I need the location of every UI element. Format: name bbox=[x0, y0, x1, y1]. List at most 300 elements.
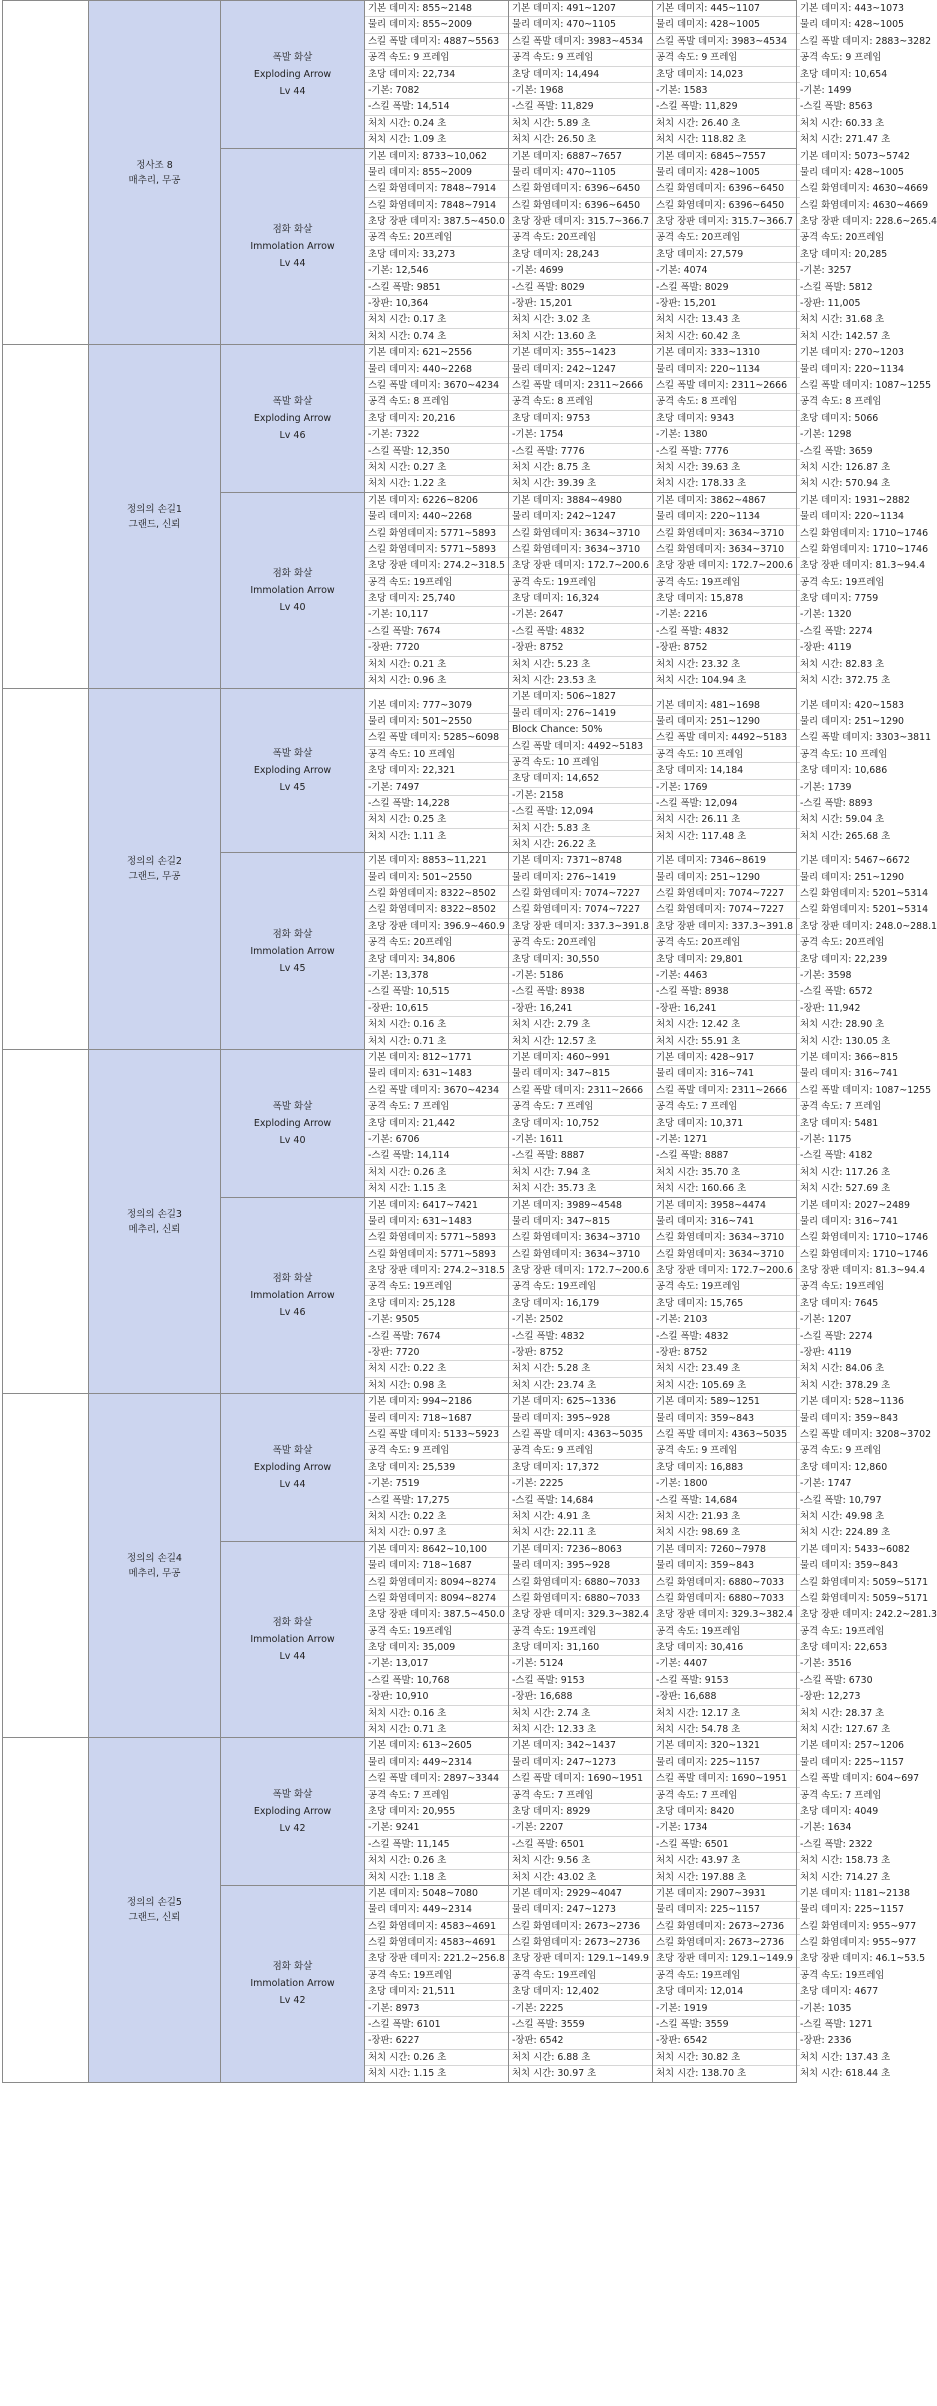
skill-name-cell bbox=[221, 1050, 365, 1198]
stat-line: -기본: 2647 bbox=[509, 607, 652, 623]
stat-line: 처치 시간: 26.11 초 bbox=[653, 812, 796, 828]
stat-line: -스킬 폭발: 2322 bbox=[797, 1837, 800, 1853]
stat-line: -장판: 11,942 bbox=[797, 1001, 800, 1017]
stat-line: 기본 데미지: 428~917 bbox=[653, 1050, 796, 1066]
skill-name-line: Exploding Arrow bbox=[253, 68, 332, 80]
stat-line: 처치 시간: 35.70 초 bbox=[653, 1165, 796, 1181]
stat-line: 처치 시간: 0.17 초 bbox=[365, 312, 508, 328]
stat-line: 기본 데미지: 3958~4474 bbox=[653, 1198, 796, 1214]
stat-cell bbox=[653, 853, 797, 1050]
stat-cell bbox=[365, 1050, 509, 1198]
stat-line: 공격 속도: 19프레임 bbox=[797, 575, 800, 591]
stat-line: -기본: 1754 bbox=[509, 427, 652, 443]
stat-line: 초당 장판 데미지: 248.0~288.1 bbox=[797, 919, 800, 935]
skill-name-line: Lv 44 bbox=[279, 1651, 306, 1663]
stat-line: 물리 데미지: 220~1134 bbox=[653, 362, 796, 378]
stat-line: -기본: 1298 bbox=[797, 427, 800, 443]
stat-line: 스킬 폭발 데미지: 4363~5035 bbox=[653, 1427, 796, 1443]
stat-cell bbox=[653, 148, 797, 345]
stat-line: 처치 시간: 39.39 초 bbox=[512, 478, 597, 490]
stat-line: 초당 데미지: 4677 bbox=[797, 1984, 800, 2000]
stat-line: 스킬 폭발 데미지: 4887~5563 bbox=[365, 34, 508, 50]
stat-line: 처치 시간: 137.43 초 bbox=[797, 2050, 800, 2066]
stat-line: 스킬 폭발 데미지: 2311~2666 bbox=[509, 378, 652, 394]
set-name-line: 정의의 손길1 bbox=[127, 503, 182, 515]
stat-line: 처치 시간: 3.02 초 bbox=[509, 312, 652, 328]
set-name-cell bbox=[89, 689, 221, 1050]
stat-line: 초당 장판 데미지: 172.7~200.6 bbox=[653, 1263, 796, 1279]
stat-line: Block Chance: 50% bbox=[509, 722, 652, 738]
stat-line: 초당 데미지: 8420 bbox=[653, 1804, 796, 1820]
stat-line: 공격 속도: 19프레임 bbox=[797, 1279, 800, 1295]
stat-line: -장판: 16,241 bbox=[653, 1001, 796, 1017]
stat-cell bbox=[509, 1738, 653, 1886]
stat-line: 처치 시간: 372.75 초 bbox=[800, 675, 891, 687]
stat-line: 공격 속도: 20프레임 bbox=[365, 935, 508, 951]
stat-line: 초당 장판 데미지: 274.2~318.5 bbox=[365, 1263, 508, 1279]
stat-line: 처치 시간: 26.50 초 bbox=[512, 134, 597, 146]
stat-line: -기본: 1611 bbox=[509, 1132, 652, 1148]
stat-line: 공격 속도: 9 프레임 bbox=[797, 1443, 800, 1459]
stat-line: 스킬 화염데미지: 4630~4669 bbox=[797, 181, 800, 197]
stat-line: 처치 시간: 0.98 초 bbox=[368, 1379, 447, 1391]
stat-line: 기본 데미지: 7236~8063 bbox=[509, 1542, 652, 1558]
stat-line: 기본 데미지: 257~1206 bbox=[797, 1738, 800, 1754]
stat-line: 기본 데미지: 5048~7080 bbox=[365, 1886, 508, 1902]
stat-line: 기본 데미지: 528~1136 bbox=[797, 1394, 800, 1410]
stat-line: 스킬 화염데미지: 5059~5171 bbox=[797, 1591, 800, 1607]
set-name-line: 그랜드, 신뢰 bbox=[128, 1912, 181, 1923]
stat-line: -장판: 8752 bbox=[509, 640, 652, 656]
stat-line: 처치 시간: 0.27 초 bbox=[365, 460, 508, 476]
stat-line: 스킬 화염데미지: 1710~1746 bbox=[797, 526, 800, 542]
stat-line: 물리 데미지: 428~1005 bbox=[653, 17, 796, 33]
stat-cell bbox=[365, 689, 509, 853]
stat-cell bbox=[365, 1541, 509, 1738]
stat-line: 초당 데미지: 7645 bbox=[797, 1296, 800, 1312]
skill-name-line: Immolation Arrow bbox=[250, 585, 335, 597]
set-name-line: 정의의 손길3 bbox=[127, 1208, 182, 1220]
stat-line: 처치 시간: 130.05 초 bbox=[800, 1035, 891, 1047]
stat-line: 스킬 폭발 데미지: 1690~1951 bbox=[653, 1771, 796, 1787]
stat-line: 처치 시간: 54.78 초 bbox=[656, 1724, 741, 1736]
skill-name-cell bbox=[221, 1885, 365, 2082]
stat-line: 물리 데미지: 440~2268 bbox=[365, 362, 508, 378]
stat-line: -스킬 폭발: 6501 bbox=[509, 1837, 652, 1853]
stat-line: -스킬 폭발: 8887 bbox=[509, 1148, 652, 1164]
stat-line: 초당 데미지: 20,216 bbox=[365, 411, 508, 427]
stat-line: -스킬 폭발: 4832 bbox=[509, 1329, 652, 1345]
stat-line: 처치 시간: 2.74 초 bbox=[509, 1706, 652, 1722]
stat-line: 공격 속도: 10 프레임 bbox=[365, 747, 508, 763]
stat-line: -기본: 13,378 bbox=[365, 968, 508, 984]
stat-line: -기본: 1380 bbox=[653, 427, 796, 443]
stat-line: 공격 속도: 20프레임 bbox=[509, 935, 652, 951]
stat-line: 스킬 화염데미지: 7074~7227 bbox=[509, 886, 652, 902]
stat-line: 처치 시간: 4.91 초 bbox=[509, 1509, 652, 1525]
stat-line: 물리 데미지: 316~741 bbox=[653, 1066, 796, 1082]
stat-line: -기본: 9505 bbox=[365, 1312, 508, 1328]
stat-line: -장판: 10,364 bbox=[365, 296, 508, 312]
stat-line: 기본 데미지: 6226~8206 bbox=[365, 493, 508, 509]
stat-line: 처치 시간: 23.49 초 bbox=[653, 1361, 796, 1377]
skill-name-line: 점화 화살 bbox=[272, 223, 313, 235]
stat-line: 초당 데미지: 16,179 bbox=[509, 1296, 652, 1312]
stat-cell bbox=[509, 148, 653, 345]
stat-line: 처치 시간: 0.97 초 bbox=[368, 1527, 447, 1539]
stat-line: 기본 데미지: 994~2186 bbox=[365, 1394, 508, 1410]
stat-line: 처치 시간: 0.26 초 bbox=[365, 2050, 508, 2066]
stat-line: 물리 데미지: 316~741 bbox=[653, 1214, 796, 1230]
stat-line: 공격 속도: 19프레임 bbox=[653, 575, 796, 591]
stat-line: 공격 속도: 7 프레임 bbox=[797, 1099, 800, 1115]
stat-line: 초당 데미지: 10,654 bbox=[797, 67, 800, 83]
stat-line: 기본 데미지: 2929~4047 bbox=[509, 1886, 652, 1902]
stat-line: 처치 시간: 0.74 초 bbox=[368, 330, 447, 342]
stat-line: -기본: 2225 bbox=[509, 2001, 652, 2017]
table-row bbox=[3, 1738, 797, 1886]
stat-cell bbox=[509, 492, 653, 689]
stat-line: 기본 데미지: 1181~2138 bbox=[797, 1886, 800, 1902]
stat-line: -기본: 3598 bbox=[797, 968, 800, 984]
stat-line: 처치 시간: 12.17 초 bbox=[653, 1706, 796, 1722]
stat-line: -스킬 폭발: 3559 bbox=[509, 2017, 652, 2033]
stat-line: 스킬 폭발 데미지: 2311~2666 bbox=[653, 1083, 796, 1099]
stat-line: 초당 데미지: 14,652 bbox=[509, 771, 652, 787]
stat-line: 처치 시간: 55.91 초 bbox=[656, 1035, 741, 1047]
stat-line: 초당 데미지: 25,539 bbox=[365, 1460, 508, 1476]
stat-line: 처치 시간: 23.53 초 bbox=[512, 675, 597, 687]
stat-line: 물리 데미지: 347~815 bbox=[509, 1214, 652, 1230]
stat-line: 초당 데미지: 25,128 bbox=[365, 1296, 508, 1312]
stat-cell bbox=[509, 853, 653, 1050]
stat-line: 처치 시간: 0.21 초 bbox=[365, 657, 508, 673]
stat-line: 스킬 화염데미지: 6880~7033 bbox=[509, 1575, 652, 1591]
stat-line: 초당 데미지: 17,372 bbox=[509, 1460, 652, 1476]
stat-line: 기본 데미지: 481~1698 bbox=[653, 698, 796, 714]
stat-line: -스킬 폭발: 4832 bbox=[509, 624, 652, 640]
stat-line: 스킬 화염데미지: 6396~6450 bbox=[509, 198, 652, 214]
stat-line: -기본: 2502 bbox=[509, 1312, 652, 1328]
stat-line: -기본: 8973 bbox=[365, 2001, 508, 2017]
stat-line: 초당 데미지: 10,371 bbox=[653, 1116, 796, 1132]
stat-line: -스킬 폭발: 4182 bbox=[797, 1148, 800, 1164]
stat-line: 스킬 폭발 데미지: 604~697 bbox=[797, 1771, 800, 1787]
stat-line: 물리 데미지: 359~843 bbox=[797, 1558, 800, 1574]
stat-line: -스킬 폭발: 14,684 bbox=[653, 1493, 796, 1509]
stat-line: 기본 데미지: 5467~6672 bbox=[797, 853, 800, 869]
stat-line: 물리 데미지: 470~1105 bbox=[509, 165, 652, 181]
stat-line: -기본: 1207 bbox=[797, 1312, 800, 1328]
stat-line: 초당 데미지: 10,686 bbox=[797, 763, 800, 779]
stat-cell bbox=[509, 1197, 653, 1394]
stat-cell bbox=[653, 345, 797, 493]
stat-line: -스킬 폭발: 10,797 bbox=[797, 1493, 800, 1509]
skill-name-line: Exploding Arrow bbox=[253, 1117, 332, 1129]
stat-cell bbox=[509, 1, 653, 149]
stat-line: 물리 데미지: 251~1290 bbox=[653, 714, 796, 730]
stat-line: 스킬 화염데미지: 955~977 bbox=[797, 1935, 800, 1951]
stat-line: 처치 시간: 126.87 초 bbox=[797, 460, 800, 476]
stat-line: 기본 데미지: 6887~7657 bbox=[509, 149, 652, 165]
stat-line: 스킬 화염데미지: 6880~7033 bbox=[509, 1591, 652, 1607]
skill-name-line: Lv 45 bbox=[279, 782, 306, 794]
stat-line: 처치 시간: 39.63 초 bbox=[653, 460, 796, 476]
stat-cell bbox=[509, 345, 653, 493]
stat-line: 기본 데미지: 7346~8619 bbox=[653, 853, 796, 869]
set-name-line: 정의의 손길4 bbox=[127, 1552, 182, 1564]
stat-line: 초당 장판 데미지: 387.5~450.0 bbox=[365, 214, 508, 230]
stat-line: 처치 시간: 1.15 초 bbox=[368, 2068, 447, 2080]
stat-line: 물리 데미지: 395~928 bbox=[509, 1558, 652, 1574]
skill-name-line: Lv 46 bbox=[279, 1306, 306, 1318]
stat-line: 물리 데미지: 718~1687 bbox=[365, 1558, 508, 1574]
skill-name-line: Exploding Arrow bbox=[253, 1806, 332, 1818]
skill-name-line: Lv 44 bbox=[279, 1478, 306, 1490]
stat-line: 공격 속도: 8 프레임 bbox=[653, 394, 796, 410]
stat-cell bbox=[653, 1885, 797, 2082]
stat-line: 물리 데미지: 501~2550 bbox=[365, 714, 508, 730]
stat-line: 기본 데미지: 5433~6082 bbox=[797, 1542, 800, 1558]
stat-line: -기본: 1583 bbox=[653, 83, 796, 99]
stat-line: 기본 데미지: 420~1583 bbox=[797, 698, 800, 714]
stat-line: 스킬 폭발 데미지: 2883~3282 bbox=[797, 34, 800, 50]
stat-cell bbox=[653, 1541, 797, 1738]
stat-line: 스킬 화염데미지: 5771~5893 bbox=[365, 542, 508, 558]
stat-line: 공격 속도: 8 프레임 bbox=[365, 394, 508, 410]
stat-line: -스킬 폭발: 8938 bbox=[509, 984, 652, 1000]
stat-line: 처치 시간: 265.68 초 bbox=[800, 830, 891, 842]
skill-name-line: 점화 화살 bbox=[272, 568, 313, 580]
stat-line: 초당 장판 데미지: 242.2~281.3 bbox=[797, 1607, 800, 1623]
stat-line: 스킬 폭발 데미지: 1087~1255 bbox=[797, 378, 800, 394]
set-name-cell bbox=[89, 1050, 221, 1394]
stat-line: -스킬 폭발: 2274 bbox=[797, 624, 800, 640]
stat-line: 처치 시간: 1.09 초 bbox=[368, 134, 447, 146]
stat-line: 처치 시간: 22.11 초 bbox=[512, 1527, 597, 1539]
skill-name-line: 점화 화살 bbox=[272, 928, 313, 940]
stat-line: -기본: 3516 bbox=[797, 1656, 800, 1672]
stat-line: -기본: 4463 bbox=[653, 968, 796, 984]
stat-line: 스킬 화염데미지: 7074~7227 bbox=[509, 902, 652, 918]
stat-line: 처치 시간: 527.69 초 bbox=[800, 1183, 891, 1195]
skill-name-line: 폭발 화살 bbox=[272, 51, 313, 63]
table-row bbox=[3, 1394, 797, 1542]
stat-line: -스킬 폭발: 8563 bbox=[797, 99, 800, 115]
stat-line: 초당 데미지: 22,653 bbox=[797, 1640, 800, 1656]
skill-name-line: 폭발 화살 bbox=[272, 748, 313, 760]
stat-line: 공격 속도: 20프레임 bbox=[653, 230, 796, 246]
stat-line: 초당 데미지: 22,321 bbox=[365, 763, 508, 779]
stat-line: 기본 데미지: 7260~7978 bbox=[653, 1542, 796, 1558]
skill-name-line: 점화 화살 bbox=[272, 1961, 313, 1973]
stat-line: 스킬 화염데미지: 955~977 bbox=[797, 1919, 800, 1935]
set-name-line: 메추리, 신뢰 bbox=[128, 1223, 181, 1235]
stat-line: 처치 시간: 7.94 초 bbox=[509, 1165, 652, 1181]
stat-line: 공격 속도: 8 프레임 bbox=[509, 394, 652, 410]
stat-line: -장판: 4119 bbox=[797, 640, 800, 656]
skill-name-line: 점화 화살 bbox=[272, 1617, 313, 1629]
stat-line: 기본 데미지: 506~1827 bbox=[509, 689, 652, 705]
stat-line: 스킬 화염데미지: 2673~2736 bbox=[653, 1935, 796, 1951]
stat-cell bbox=[509, 1394, 653, 1542]
stat-line: 처치 시간: 224.89 초 bbox=[800, 1527, 891, 1539]
stat-line: 초당 장판 데미지: 81.3~94.4 bbox=[797, 558, 800, 574]
stat-line: -기본: 7082 bbox=[365, 83, 508, 99]
skill-name-cell bbox=[221, 1394, 365, 1542]
stat-line: 초당 데미지: 8929 bbox=[509, 1804, 652, 1820]
stat-line: 스킬 화염데미지: 3634~3710 bbox=[653, 526, 796, 542]
skill-name-cell bbox=[221, 689, 365, 853]
set-name-cell bbox=[89, 1394, 221, 1738]
stat-line: 물리 데미지: 247~1273 bbox=[509, 1902, 652, 1918]
stat-line: 물리 데미지: 242~1247 bbox=[509, 362, 652, 378]
stat-line: 처치 시간: 84.06 초 bbox=[797, 1361, 800, 1377]
stat-line: 처치 시간: 105.69 초 bbox=[656, 1379, 747, 1391]
stat-line: 물리 데미지: 470~1105 bbox=[509, 17, 652, 33]
stat-line: 초당 데미지: 20,285 bbox=[797, 247, 800, 263]
stat-line: 처치 시간: 1.22 초 bbox=[368, 478, 447, 490]
stat-line: 처치 시간: 178.33 초 bbox=[656, 478, 747, 490]
stat-line: 기본 데미지: 6845~7557 bbox=[653, 149, 796, 165]
set-name-line: 정의의 손길5 bbox=[127, 1897, 182, 1908]
stat-line: 처치 시간: 0.22 초 bbox=[365, 1361, 508, 1377]
stat-line: 공격 속도: 9 프레임 bbox=[653, 50, 796, 66]
stat-line: 초당 장판 데미지: 129.1~149.9 bbox=[653, 1951, 796, 1967]
stat-line: -기본: 2216 bbox=[653, 607, 796, 623]
stat-cell bbox=[653, 689, 797, 853]
stat-line: 물리 데미지: 251~1290 bbox=[653, 870, 796, 886]
stat-line: 기본 데미지: 460~991 bbox=[509, 1050, 652, 1066]
stat-line: 공격 속도: 19프레임 bbox=[509, 575, 652, 591]
stat-line: 물리 데미지: 631~1483 bbox=[365, 1214, 508, 1230]
stat-line: 스킬 폭발 데미지: 3208~3702 bbox=[797, 1427, 800, 1443]
stat-line: -기본: 10,117 bbox=[365, 607, 508, 623]
stat-line: 기본 데미지: 812~1771 bbox=[365, 1050, 508, 1066]
stat-line: -스킬 폭발: 5812 bbox=[797, 280, 800, 296]
stat-line: -장판: 10,910 bbox=[365, 1689, 508, 1705]
stat-line: 물리 데미지: 359~843 bbox=[653, 1558, 796, 1574]
stat-line: 초당 데미지: 14,494 bbox=[509, 67, 652, 83]
stat-line: -스킬 폭발: 12,094 bbox=[509, 804, 652, 820]
stat-line: 기본 데미지: 3862~4867 bbox=[653, 493, 796, 509]
stat-line: 스킬 폭발 데미지: 5285~6098 bbox=[365, 730, 508, 746]
stat-line: 처치 시간: 30.82 초 bbox=[653, 2050, 796, 2066]
set-name-line: 그랜드, 무공 bbox=[128, 871, 181, 883]
stat-line: 처치 시간: 31.68 초 bbox=[797, 312, 800, 328]
stat-line: 처치 시간: 2.79 초 bbox=[509, 1017, 652, 1033]
stat-line: -기본: 6706 bbox=[365, 1132, 508, 1148]
stat-line: -장판: 15,201 bbox=[509, 296, 652, 312]
stat-cell bbox=[653, 1, 797, 149]
skill-name-line: Exploding Arrow bbox=[253, 1461, 332, 1473]
stat-cell bbox=[653, 1394, 797, 1542]
stat-line: -스킬 폭발: 11,829 bbox=[509, 99, 652, 115]
stat-line: 초당 장판 데미지: 172.7~200.6 bbox=[653, 558, 796, 574]
stat-line: 초당 데미지: 14,023 bbox=[653, 67, 796, 83]
stat-line: 초당 장판 데미지: 172.7~200.6 bbox=[509, 1263, 652, 1279]
stat-line: 처치 시간: 43.97 초 bbox=[653, 1853, 796, 1869]
stat-line: 공격 속도: 10 프레임 bbox=[797, 747, 800, 763]
stat-cell bbox=[365, 1, 509, 149]
stat-line: 공격 속도: 20프레임 bbox=[509, 230, 652, 246]
skill-name-cell bbox=[221, 1541, 365, 1738]
skill-name-line: Immolation Arrow bbox=[250, 945, 335, 957]
stat-line: -장판: 2336 bbox=[797, 2033, 800, 2049]
skill-name-cell bbox=[221, 345, 365, 493]
blank-cell bbox=[3, 1394, 89, 1738]
stat-line: -기본: 1734 bbox=[653, 1820, 796, 1836]
stat-line: 초당 데미지: 9343 bbox=[653, 411, 796, 427]
stat-line: 처치 시간: 23.32 초 bbox=[653, 657, 796, 673]
stat-line: -기본: 1035 bbox=[797, 2001, 800, 2017]
stat-cell bbox=[365, 1394, 509, 1542]
stat-line: 스킬 화염데미지: 7074~7227 bbox=[653, 902, 796, 918]
stat-line: -스킬 폭발: 14,514 bbox=[365, 99, 508, 115]
stat-line: 물리 데미지: 359~843 bbox=[797, 1411, 800, 1427]
stat-line: 초당 데미지: 22,239 bbox=[797, 952, 800, 968]
stat-line: 초당 데미지: 14,184 bbox=[653, 763, 796, 779]
stat-line: 물리 데미지: 276~1419 bbox=[509, 870, 652, 886]
stat-line: 물리 데미지: 718~1687 bbox=[365, 1411, 508, 1427]
stat-line: 초당 장판 데미지: 315.7~366.7 bbox=[653, 214, 796, 230]
stat-line: 기본 데미지: 621~2556 bbox=[365, 345, 508, 361]
skill-name-cell bbox=[221, 1, 365, 149]
stat-line: -스킬 폭발: 9153 bbox=[509, 1673, 652, 1689]
stat-cell bbox=[365, 492, 509, 689]
stat-line: 처치 시간: 714.27 초 bbox=[800, 1871, 891, 1883]
stat-line: 기본 데미지: 7371~8748 bbox=[509, 853, 652, 869]
stat-cell bbox=[653, 1050, 797, 1198]
stat-line: 초당 장판 데미지: 396.9~460.9 bbox=[365, 919, 508, 935]
stat-line: 공격 속도: 7 프레임 bbox=[365, 1788, 508, 1804]
set-name-cell bbox=[89, 345, 221, 689]
stat-line: 처치 시간: 43.02 초 bbox=[512, 1871, 597, 1883]
blank-cell bbox=[3, 1, 89, 345]
stat-line: 공격 속도: 19프레임 bbox=[509, 1968, 652, 1984]
stat-line: 처치 시간: 197.88 초 bbox=[656, 1871, 747, 1883]
stat-line: -스킬 폭발: 9153 bbox=[653, 1673, 796, 1689]
stat-line: 처치 시간: 117.26 초 bbox=[797, 1165, 800, 1181]
stat-line: 처치 시간: 5.23 초 bbox=[509, 657, 652, 673]
stat-line: -스킬 폭발: 6572 bbox=[797, 984, 800, 1000]
stat-line: -기본: 2207 bbox=[509, 1820, 652, 1836]
stat-line: 처치 시간: 12.57 초 bbox=[512, 1035, 597, 1047]
stat-line: 기본 데미지: 2027~2489 bbox=[797, 1198, 800, 1214]
stat-line: 공격 속도: 20프레임 bbox=[797, 230, 800, 246]
stat-line: 스킬 화염데미지: 2673~2736 bbox=[653, 1919, 796, 1935]
stat-line: 기본 데미지: 320~1321 bbox=[653, 1738, 796, 1754]
stat-line: 공격 속도: 9 프레임 bbox=[797, 50, 800, 66]
stat-line: -스킬 폭발: 6730 bbox=[797, 1673, 800, 1689]
stat-line: 공격 속도: 19프레임 bbox=[365, 1624, 508, 1640]
skill-name-line: 폭발 화살 bbox=[272, 395, 313, 407]
stat-line: 기본 데미지: 777~3079 bbox=[365, 698, 508, 714]
stat-line: 처치 시간: 0.26 초 bbox=[365, 1853, 508, 1869]
stat-line: -기본: 4407 bbox=[653, 1656, 796, 1672]
stat-line: 스킬 화염데미지: 1710~1746 bbox=[797, 1247, 800, 1263]
stat-line: 물리 데미지: 449~2314 bbox=[365, 1755, 508, 1771]
stat-line: 처치 시간: 5.28 초 bbox=[509, 1361, 652, 1377]
skill-name-line: Lv 40 bbox=[279, 1134, 306, 1146]
stat-line: 공격 속도: 20프레임 bbox=[653, 935, 796, 951]
stat-line: -기본: 1919 bbox=[653, 2001, 796, 2017]
stat-line: 초당 데미지: 10,752 bbox=[509, 1116, 652, 1132]
stat-line: 스킬 폭발 데미지: 1087~1255 bbox=[797, 1083, 800, 1099]
stat-line: 초당 데미지: 27,579 bbox=[653, 247, 796, 263]
stat-line: 물리 데미지: 395~928 bbox=[509, 1411, 652, 1427]
set-name-cell bbox=[89, 1738, 221, 2082]
